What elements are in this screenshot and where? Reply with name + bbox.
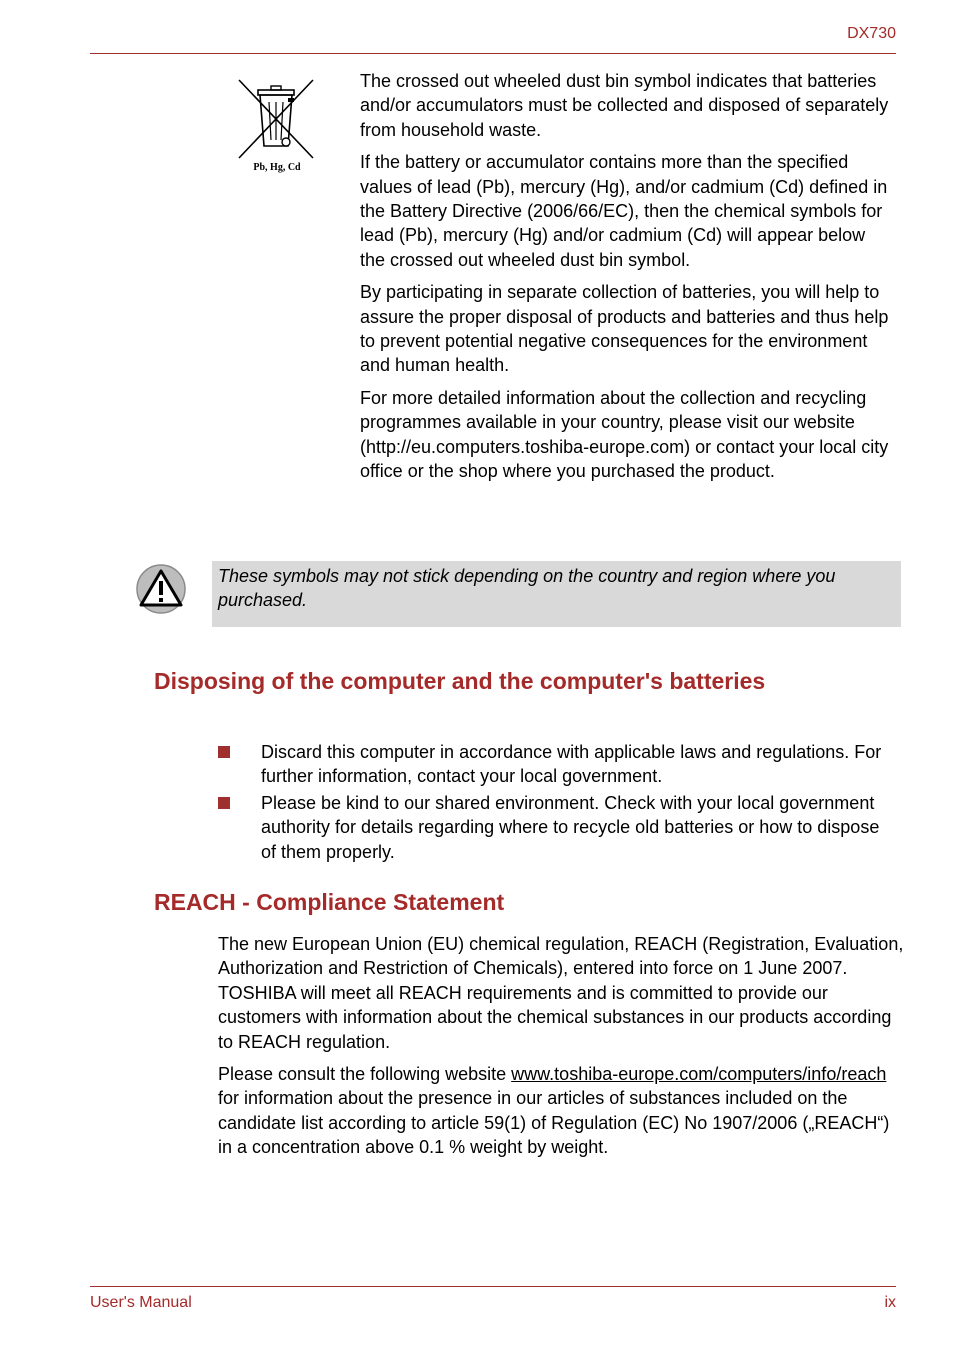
chemical-symbols-caption: Pb, Hg, Cd	[253, 162, 301, 173]
section-title-reach: REACH - Compliance Statement	[154, 889, 505, 915]
list-item	[215, 791, 895, 864]
reach-body	[218, 932, 908, 1168]
reach-text-before: Please consult the following website	[218, 1064, 512, 1085]
list-item	[215, 740, 895, 789]
page-number: ix	[884, 1294, 896, 1311]
reach-text-after: for information about the presence in our articles of substances included on the candidate list according to article 59(1) of Regulation (EC) No 1907/2006 („REACH“) in a concentration above 0.1 % weight by weight.	[218, 1088, 890, 1158]
intro-paragraph: By participating in separate collection of batteries, you will help to assure the proper disposal of products and batteries and thus help to prevent potential negative consequences for the environment and human health.	[360, 282, 889, 376]
intro-paragraph: The crossed out wheeled dust bin symbol indicates that batteries and/or accumulators must be collected and disposed of separately from household waste.	[360, 71, 889, 140]
section-title-disposal: Disposing of the computer and the computer's batteries	[154, 668, 766, 694]
crossed-out-bin-icon	[236, 76, 316, 176]
reach-website-link[interactable]: www.toshiba-europe.com/computers/info/reach	[511, 1064, 887, 1085]
bullet-square-icon	[218, 797, 230, 809]
list-item-text: Discard this computer in accordance with applicable laws and regulations. For further information, contact your local government.	[261, 742, 882, 787]
reach-paragraph: The new European Union (EU) chemical regulation, REACH (Registration, Evaluation, Authorization and Restriction of Chemicals), entered into force on 1 June 2007. TOSHIBA will meet all REACH requirements and is committed to provide our customers with information about the chemical substances in our products according to REACH regulation.	[218, 934, 904, 1052]
header-rule	[90, 53, 896, 54]
bullet-square-icon	[218, 746, 230, 758]
disposal-bullet-list	[215, 740, 895, 866]
footer-manual-title: User's Manual	[90, 1294, 192, 1311]
warning-icon	[135, 563, 187, 615]
reach-paragraph	[218, 1062, 908, 1160]
intro-paragraph: If the battery or accumulator contains more than the specified values of lead (Pb), mercury (Hg), and/or cadmium (Cd) defined in the Battery Directive (2006/66/EC), then the chemical symbols for lead (Pb), mercury (Hg) and/or cadmium (Cd) will appear below the crossed out wheeled dust bin symbol.	[360, 152, 888, 270]
intro-paragraph: For more detailed information about the collection and recycling programmes available in your country, please visit our website (http://eu.computers.toshiba-europe.com) or contact your local city office or the shop where you purchased the product.	[360, 387, 889, 482]
note-text: These symbols may not stick depending on the country and region where you purchased.	[218, 566, 836, 611]
intro-paragraphs	[360, 69, 895, 492]
header-model: DX730	[847, 25, 896, 42]
list-item-text: Please be kind to our shared environment. Check with your local government authority for details regarding where to recycle old batteries or how to dispose of them properly.	[261, 792, 880, 862]
footer-rule	[90, 1286, 896, 1287]
